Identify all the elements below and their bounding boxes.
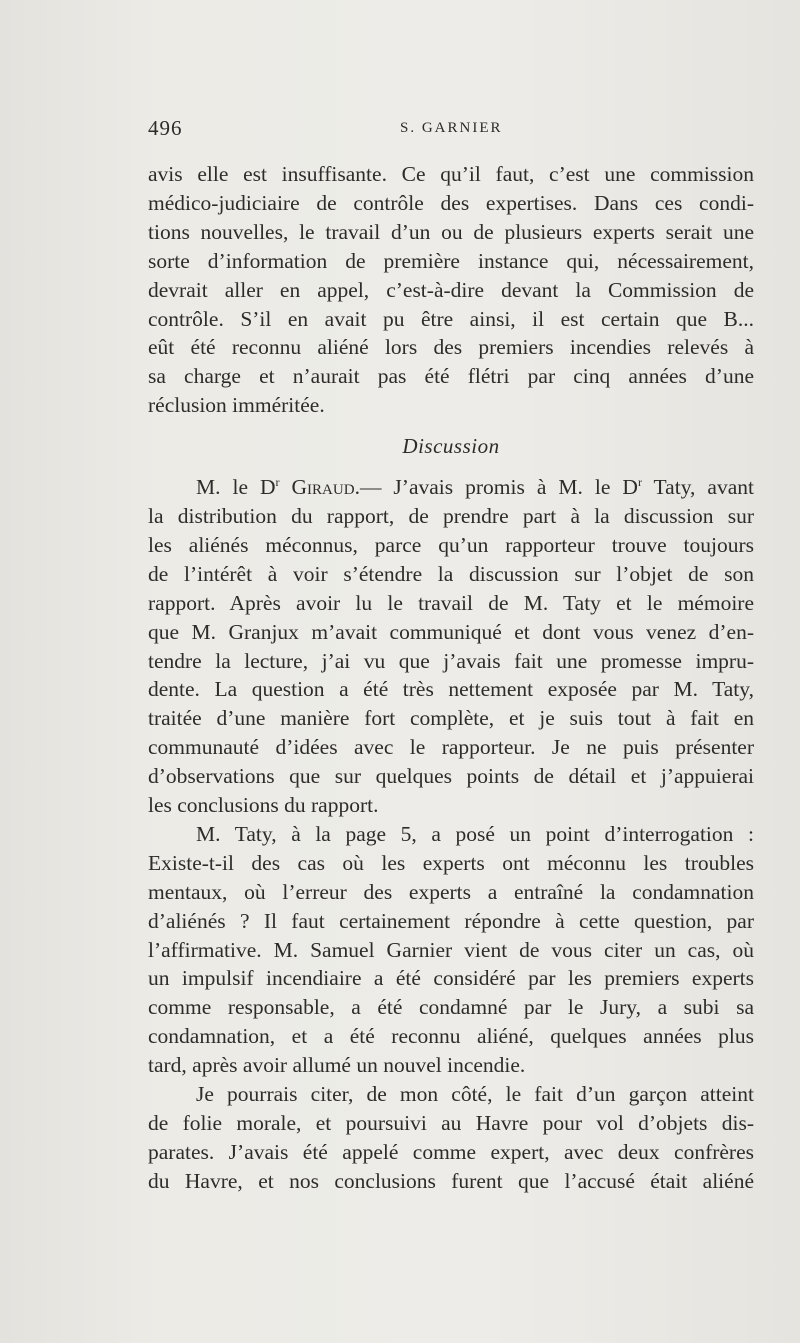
text-line: d’aliénés ? Il faut certainement répondre à cette question, par [148,908,754,933]
text-line: sorte d’information de première instance qui, nécessairement, [148,248,754,273]
text-line: tendre la lecture, j’ai vu que j’avais fait une promesse impru- [148,648,754,673]
text-line: les conclusions du rapport. [148,793,379,818]
section-heading: Discussion [402,434,500,459]
text-line: Je pourrais citer, de mon côté, le fait d’un garçon atteint [196,1082,754,1107]
text-line: la distribution du rapport, de prendre part à la discussion sur [148,503,754,528]
text-line: devrait aller en appel, c’est-à-dire devant la Commission de [148,277,754,302]
paragraph-2 [148,473,754,820]
text-line: mentaux, où l’erreur des experts a entraîné la condamnation [148,879,754,904]
text-line: communauté d’idées avec le rapporteur. Je ne puis présenter [148,735,754,760]
text-line: comme responsable, a été condamné par le Jury, a subi sa [148,995,754,1020]
speaker-line [148,473,754,502]
text-line: que M. Granjux m’avait communiqué et dont vous venez d’en- [148,619,754,644]
text-line: d’observations que sur quelques points de détail et j’appuierai [148,764,754,789]
text-line: parates. J’avais été appelé comme expert, avec deux confrères [148,1139,754,1164]
first-line-end: Taty, avant [641,475,754,500]
text-line: avis elle est insuffisante. Ce qu’il faut, c’est une commission [148,162,754,186]
page-header [148,116,754,146]
text-line: un impulsif incendiaire a été considéré par les premiers experts [148,966,754,991]
first-line-sup: r [637,474,642,489]
body-text [148,160,754,1196]
text-line: traitée d’une manière fort complète, et je suis tout à fait en [148,706,754,731]
paragraph-1 [148,160,754,420]
text-line: eût été reconnu aliéné lors des premiers incendies relevés à [148,335,754,360]
text-line: tions nouvelles, le travail d’un ou de plusieurs experts serait une [148,219,754,244]
text-line: les aliénés méconnus, parce qu’un rapporteur trouve toujours [148,532,754,557]
text-line: l’affirmative. M. Samuel Garnier vient de vous citer un cas, où [148,937,754,962]
text-line: médico-judiciaire de contrôle des expertises. Dans ces condi- [148,190,754,215]
text-line: rapport. Après avoir lu le travail de M. Taty et le mémoire [148,590,754,615]
text-line: du Havre, et nos conclusions furent que l’accusé était aliéné [148,1168,754,1193]
text-line: de folie morale, et poursuivi au Havre pour vol d’objets dis- [148,1111,754,1135]
text-line: M. Taty, à la page 5, a posé un point d’interrogation : [196,821,754,846]
text-line: réclusion imméritée. [148,393,325,418]
paragraph-4 [148,1080,754,1196]
text-line: Existe-t-il des cas où les experts ont méconnu les troubles [148,850,754,875]
text-line: tard, après avoir allumé un nouvel incendie. [148,1053,526,1078]
text-line: de l’intérêt à voir s’étendre la discussion sur l’objet de son [148,561,754,586]
speaker-title-sup: r [275,474,280,489]
text-line: dente. La question a été très nettement exposée par M. Taty, [148,677,754,702]
text-line: contrôle. S’il en avait pu être ainsi, il est certain que B... [148,306,754,331]
first-line-rest: .— J’avais promis à M. le D [354,475,638,500]
speaker-prefix: M. le D [196,475,276,500]
text-line: condamnation, et a été reconnu aliéné, quelques années plus [148,1024,754,1049]
running-head: S. GARNIER [400,120,503,136]
text-line: sa charge et n’aurait pas été flétri par cinq années d’une [148,364,754,389]
page-number: 496 [148,116,183,140]
paragraph-3 [148,820,754,1080]
speaker-name: Giraud [291,475,355,500]
